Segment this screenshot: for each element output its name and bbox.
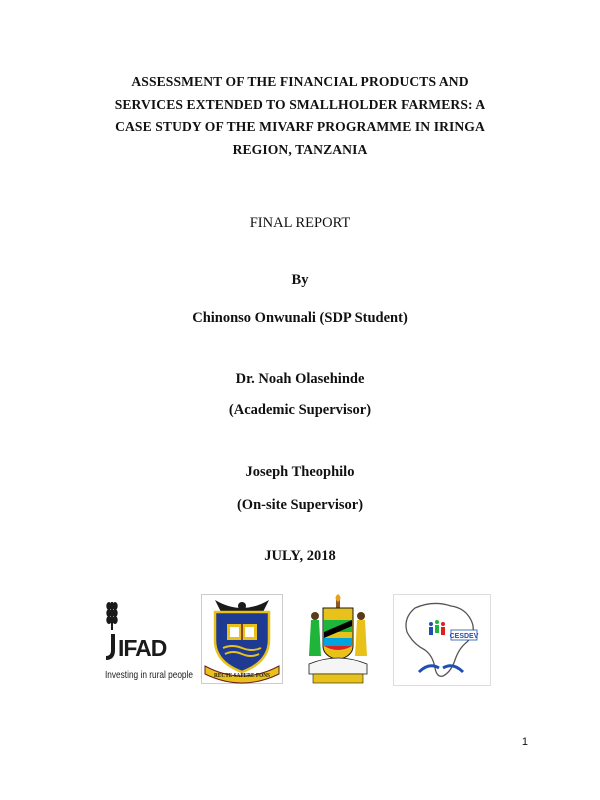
report-title-line-4: REGION, TANZANIA [232, 141, 368, 157]
report-type: FINAL REPORT [249, 215, 351, 231]
ifad-logo-mark [104, 594, 194, 684]
author-name: Chinonso Onwunali (SDP Student) [192, 310, 408, 326]
tanzania-coat-of-arms-logo [305, 594, 371, 686]
university-crest-icon [201, 594, 283, 684]
onsite-supervisor-name: Joseph Theophilo [245, 464, 355, 480]
onsite-supervisor-role: (On-site Supervisor) [236, 497, 364, 513]
by-label: By [291, 272, 309, 288]
report-date: JULY, 2018 [264, 548, 336, 564]
academic-supervisor-name: Dr. Noah Olasehinde [235, 371, 365, 387]
cesdev-logo [393, 594, 491, 686]
coat-of-arms-icon [305, 594, 371, 686]
academic-supervisor-role: (Academic Supervisor) [228, 402, 372, 418]
report-title-line-3: CASE STUDY OF THE MIVARF PROGRAMME IN IRINGA [115, 119, 485, 134]
cesdev-logo-name: CESDEV [449, 633, 479, 640]
page-number: 1 [521, 736, 528, 748]
ifad-logo [104, 594, 194, 684]
report-title-line-2: SERVICES EXTENDED TO SMALLHOLDER FARMERS: A [114, 96, 486, 112]
cesdev-logo-mark [393, 594, 491, 686]
ifad-logo-name: IFAD [118, 635, 167, 661]
university-crest-logo [201, 594, 283, 684]
report-title [70, 71, 530, 161]
university-crest-motto: RECTE SAPERE FONS [214, 673, 271, 679]
report-title-line-1: ASSESSMENT OF THE FINANCIAL PRODUCTS AND [131, 74, 469, 89]
ifad-logo-tagline: Investing in rural people [105, 670, 194, 681]
